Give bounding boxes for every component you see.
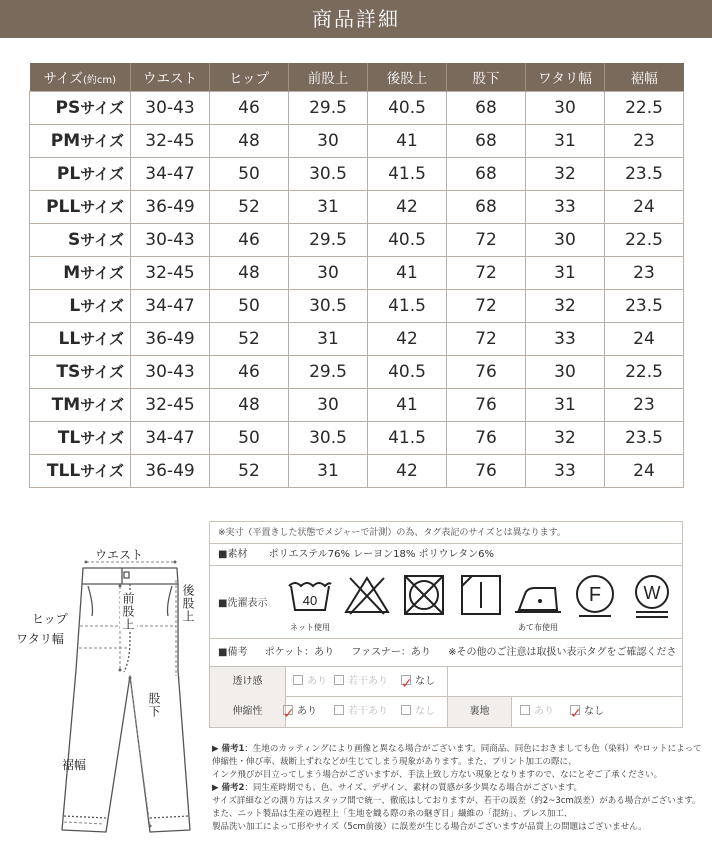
diagram-label-front-rise: 前股上 (121, 592, 135, 631)
lining-label: 裏地 (447, 697, 512, 727)
notes (212, 743, 702, 834)
size-value-cell: 29.5 (289, 355, 368, 388)
stretch-label: 伸縮性 (210, 697, 286, 727)
material-label: ■素材 (218, 549, 248, 560)
size-value-cell: 31 (526, 256, 605, 289)
header-waist: ウエスト (131, 63, 210, 91)
sheer-label: 透け感 (210, 667, 286, 697)
size-row (30, 421, 684, 454)
size-value-cell: 68 (447, 190, 526, 223)
svg-text:W: W (643, 583, 661, 603)
size-value-cell: 42 (368, 322, 447, 355)
size-value-cell: 48 (210, 256, 289, 289)
header-size: サイズ(約cm) (30, 63, 131, 91)
checked-box-icon: ✓ (570, 706, 582, 722)
size-value-cell: 32 (526, 289, 605, 322)
size-value-cell: 52 (210, 190, 289, 223)
size-value-cell: 72 (447, 256, 526, 289)
note1-line: 伸縮性・伸び率、裁断上ずれなどが生じてしまう現象があります。また、プリント加工の際に、 (212, 757, 577, 767)
size-value-cell: 30.5 (289, 421, 368, 454)
size-name-cell: PLLサイズ (30, 190, 131, 223)
size-name-cell: TSサイズ (30, 355, 131, 388)
stretch-option: なし (401, 697, 435, 727)
size-value-cell: 68 (447, 157, 526, 190)
size-value-cell: 23.5 (605, 289, 684, 322)
size-value-cell: 30.5 (289, 289, 368, 322)
stretch-row (210, 697, 682, 727)
size-value-cell: 76 (447, 388, 526, 421)
size-value-cell: 32-45 (131, 256, 210, 289)
size-value-cell: 33 (526, 322, 605, 355)
care-label: ■洗濯表示 (218, 598, 268, 609)
size-value-cell: 30 (289, 256, 368, 289)
size-value-cell: 46 (210, 355, 289, 388)
size-row (30, 454, 684, 487)
lining-option: ✓ なし (570, 706, 604, 722)
note1-line: インク飛びが目立ってしまう場合がございますが、手法上致し方ない現象となりますので、なにとぞご了承ください。 (212, 770, 663, 780)
size-value-cell: 30 (289, 388, 368, 421)
care-caption: あて布使用 (518, 623, 558, 632)
size-value-cell: 33 (526, 190, 605, 223)
size-name-cell: TLサイズ (30, 421, 131, 454)
size-name-cell: PMサイズ (30, 124, 131, 157)
size-row (30, 289, 684, 322)
header-watari: ワタリ幅 (526, 63, 605, 91)
biko-fastener: ファスナー：あり (351, 647, 431, 658)
material-value: ポリエステル76% レーヨン18% ポリウレタン6% (268, 549, 495, 560)
biko-label: ■備考 (218, 647, 248, 658)
size-value-cell: 32 (526, 421, 605, 454)
no-tumble-dry-icon (399, 572, 449, 636)
header-hem: 裾幅 (605, 63, 684, 91)
size-value-cell: 41.5 (368, 289, 447, 322)
size-value-cell: 31 (289, 454, 368, 487)
size-value-cell: 34-47 (131, 157, 210, 190)
biko-note: ※その他のご注意は取扱い表示タグをご確認くださ (448, 647, 677, 658)
size-value-cell: 52 (210, 454, 289, 487)
size-value-cell: 50 (210, 421, 289, 454)
size-value-cell: 31 (526, 124, 605, 157)
size-name-cell: TLLサイズ (30, 454, 131, 487)
size-value-cell: 33 (526, 454, 605, 487)
care-row (210, 566, 682, 639)
size-value-cell: 23.5 (605, 157, 684, 190)
note1-line: ▶ 備考1：生地のカッティングにより画像と異なる場合がございます。同商品、同色におきましても色（染料）やロットによって (212, 744, 702, 754)
checked-box-icon: ✓ (401, 676, 413, 692)
pants-illustration (0, 520, 210, 854)
wash-40-net-icon (285, 572, 335, 636)
size-row (30, 388, 684, 421)
size-value-cell: 42 (368, 454, 447, 487)
size-value-cell: 30 (526, 223, 605, 256)
checkbox-icon (334, 675, 344, 685)
size-value-cell: 23.5 (605, 421, 684, 454)
size-value-cell: 22.5 (605, 355, 684, 388)
checkbox-icon (520, 705, 530, 715)
product-info-panel (209, 521, 683, 728)
size-value-cell: 34-47 (131, 421, 210, 454)
lining-option: あり (520, 697, 554, 727)
size-row (30, 190, 684, 223)
size-name-cell: LLサイズ (30, 322, 131, 355)
size-value-cell: 30 (289, 124, 368, 157)
size-value-cell: 42 (368, 190, 447, 223)
wet-clean-w-icon (627, 572, 677, 636)
checked-box-icon: ✓ (283, 706, 295, 722)
size-value-cell: 31 (526, 388, 605, 421)
iron-low-cloth-icon (513, 572, 563, 636)
size-value-cell: 23 (605, 124, 684, 157)
size-name-cell: PSサイズ (30, 91, 131, 124)
diagram-label-waist: ウエスト (95, 548, 144, 562)
line-dry-shade-icon (456, 572, 506, 636)
size-value-cell: 29.5 (289, 91, 368, 124)
diagram-label-hem: 裾幅 (62, 758, 87, 772)
header-front-rise: 前股上 (289, 63, 368, 91)
size-value-cell: 40.5 (368, 91, 447, 124)
size-name-cell: PLサイズ (30, 157, 131, 190)
size-name-cell: Mサイズ (30, 256, 131, 289)
dry-clean-f-icon (570, 572, 620, 636)
note2-line: ▶ 備考2：同生産時期でも、色、サイズ、デザイン、素材の質感が多少異なる場合がございます。 (212, 783, 583, 793)
size-value-cell: 22.5 (605, 223, 684, 256)
header-hip: ヒップ (210, 63, 289, 91)
size-row (30, 91, 684, 124)
note2-line: 製品洗い加工によって形やサイズ（5cm前後）に誤差が生じる場合がございますが品質上の問題はございません。 (212, 822, 647, 832)
size-table (29, 63, 684, 488)
size-value-cell: 36-49 (131, 322, 210, 355)
size-value-cell: 36-49 (131, 454, 210, 487)
size-value-cell: 68 (447, 91, 526, 124)
size-value-cell: 32 (526, 157, 605, 190)
size-value-cell: 30.5 (289, 157, 368, 190)
page-title: 商品詳細 (0, 0, 712, 38)
diagram-label-inseam: 股下 (147, 692, 161, 718)
sheer-option: 若干あり (334, 667, 388, 697)
header-inseam: 股下 (447, 63, 526, 91)
biko-pocket: ポケット：あり (264, 647, 335, 658)
size-value-cell: 48 (210, 388, 289, 421)
size-row (30, 223, 684, 256)
note2-line: サイズ詳細などの測り方はスタッフ間で統一、徹底はしておりますが、若干の誤差（約2~3cm誤差）がある場合がございます。 (212, 796, 701, 806)
size-value-cell: 30 (526, 91, 605, 124)
size-value-cell: 68 (447, 124, 526, 157)
size-name-cell: Lサイズ (30, 289, 131, 322)
size-row (30, 256, 684, 289)
size-value-cell: 29.5 (289, 223, 368, 256)
size-value-cell: 31 (289, 190, 368, 223)
size-value-cell: 41.5 (368, 157, 447, 190)
size-value-cell: 24 (605, 190, 684, 223)
no-bleach-icon (342, 572, 392, 636)
size-table-header (30, 63, 684, 91)
size-value-cell: 41.5 (368, 421, 447, 454)
size-name-cell: Sサイズ (30, 223, 131, 256)
size-row (30, 157, 684, 190)
size-row (30, 355, 684, 388)
note2-line: また、ニット製品は生産の過程上「生地を織る際の糸の継ぎ目」繊維の「混紡」、プレス加工、 (212, 809, 573, 819)
size-value-cell: 40.5 (368, 223, 447, 256)
stretch-option: 若干あり (334, 697, 388, 727)
size-value-cell: 41 (368, 124, 447, 157)
size-value-cell: 46 (210, 223, 289, 256)
sheer-row (210, 667, 682, 697)
size-value-cell: 52 (210, 322, 289, 355)
diagram-label-back-rise: 後股上 (181, 584, 195, 623)
diagram-label-hip: ヒップ (32, 612, 68, 626)
size-value-cell: 46 (210, 91, 289, 124)
diagram-label-watari: ワタリ幅 (16, 632, 64, 646)
size-value-cell: 40.5 (368, 355, 447, 388)
size-value-cell: 41 (368, 256, 447, 289)
size-row (30, 124, 684, 157)
size-value-cell: 76 (447, 421, 526, 454)
sheer-option: ✓ なし (401, 676, 435, 692)
size-value-cell: 22.5 (605, 91, 684, 124)
size-value-cell: 24 (605, 454, 684, 487)
size-value-cell: 34-47 (131, 289, 210, 322)
size-value-cell: 72 (447, 223, 526, 256)
care-icons (285, 572, 680, 638)
biko-row (210, 639, 682, 667)
size-value-cell: 23 (605, 256, 684, 289)
size-value-cell: 41 (368, 388, 447, 421)
size-value-cell: 31 (289, 322, 368, 355)
pants-diagram (0, 520, 210, 854)
size-value-cell: 24 (605, 322, 684, 355)
size-value-cell: 72 (447, 322, 526, 355)
size-value-cell: 30-43 (131, 355, 210, 388)
size-value-cell: 50 (210, 157, 289, 190)
size-value-cell: 30 (526, 355, 605, 388)
material-row (210, 544, 682, 566)
checkbox-icon (401, 705, 411, 715)
size-value-cell: 32-45 (131, 124, 210, 157)
size-name-cell: TMサイズ (30, 388, 131, 421)
size-value-cell: 48 (210, 124, 289, 157)
size-value-cell: 30-43 (131, 91, 210, 124)
checkbox-icon (293, 675, 303, 685)
size-value-cell: 36-49 (131, 190, 210, 223)
size-value-cell: 72 (447, 289, 526, 322)
svg-text:F: F (588, 584, 602, 606)
size-value-cell: 50 (210, 289, 289, 322)
measure-note: ※実寸（平置きした状態でメジャーで計測）の為、タグ表記のサイズとは異なります。 (210, 522, 682, 544)
size-value-cell: 32-45 (131, 388, 210, 421)
size-value-cell: 30-43 (131, 223, 210, 256)
svg-text:40: 40 (302, 593, 318, 608)
header-back-rise: 後股上 (368, 63, 447, 91)
divider (447, 667, 448, 697)
stretch-option: ✓ あり (283, 706, 317, 722)
size-row (30, 322, 684, 355)
size-value-cell: 23 (605, 388, 684, 421)
sheer-option: あり (293, 667, 327, 697)
care-caption: ネット使用 (290, 623, 330, 632)
size-value-cell: 76 (447, 355, 526, 388)
size-value-cell: 76 (447, 454, 526, 487)
checkbox-icon (334, 705, 344, 715)
